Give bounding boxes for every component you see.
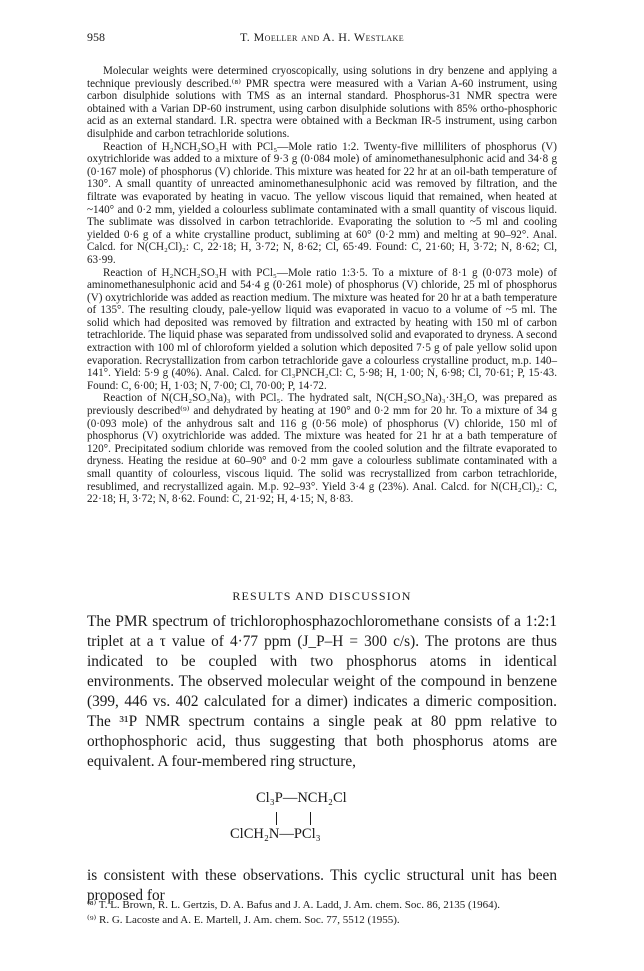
- paragraph-reaction-1-2: Reaction of H₂NCH₂SO₃H with PCl₅—Mole ratio 1:2. Twenty-five milliliters of phosphorus (V) oxytrichloride was added to a mixture of 9·3 g (0·084 mole) of aminomethanesulphonic acid and 34·8 g (0·167 mole) of phosphorus (V) chloride. This mixture was heated for 22 hr at an oil-bath temperature of 130°. A small quantity of unreacted aminomethanesulphonic acid was removed by filtration, and the filtrate was evaporated by heating in vacuo. The yellow viscous liquid that remained, when heated at ~140° and 0·2 mm, yielded a colourless sublimate contaminated with a small quantity of viscous liquid. The sublimate was dissolved in carbon tetrachloride. Evaporating the solution to ~5 ml and cooling yielded 0·6 g of a white crystalline product, subliming at 60° (0·2 mm) and melting at 90–92°. Anal. Calcd. for N(CH₂Cl)₂: C, 22·18; H, 3·72; N, 8·62; Cl, 65·49. Found: C, 21·60; H, 3·72; N, 8·62; Cl, 63·99.: [87, 140, 557, 266]
- running-head: T. Moeller and A. H. Westlake: [239, 30, 405, 44]
- footnotes: [87, 898, 557, 928]
- structure-bond-right: [310, 812, 311, 825]
- page-number: 958: [87, 30, 105, 44]
- footnote-8: ⁽⁸⁾ T. L. Brown, R. L. Gertzis, D. A. Bafus and J. A. Ladd, J. Am. chem. Soc. 86, 2135 (1964).: [87, 899, 501, 911]
- section-title: RESULTS AND DISCUSSION: [232, 589, 412, 603]
- structure-bottom-line: ClCH₂N—PCl₃: [230, 826, 321, 842]
- structure-bond-left: [276, 812, 277, 825]
- paragraph-reaction-1-3-5: Reaction of H₂NCH₂SO₃H with PCl₅—Mole ratio 1:3·5. To a mixture of 8·1 g (0·073 mole) of aminomethanesulphonic acid and 54·4 g (0·261 mole) of phosphorus (V) chloride, 25 ml of phosphorus (V) oxytrichloride was added as reaction medium. The mixture was heated for 20 hr at a bath temperature of 135°. The resulting cloudy, pale-yellow liquid was evaporated in vacuo to a volume of ~5 ml. The solid which had deposited was removed by filtration and extracted by heating with 150 ml of carbon tetrachloride. The liquid phase was separated from undissolved solid and evaporated to dryness. A second extraction with 100 ml of chloroform yielded a solution which deposited 7·5 g of pale yellow solid upon evaporation. Recrystallization from carbon tetrachloride gave a colourless crystalline product, m.p. 140–141°. Yield: 5·9 g (40%). Anal. Calcd. for Cl₃PNCH₂Cl: C, 5·98; H, 1·00; N, 6·98; Cl, 70·61; P, 15·43. Found: C, 6·00; H, 1·03; N, 7·00; Cl, 70·00; P, 14·72.: [87, 266, 557, 392]
- experimental-section: [87, 65, 557, 506]
- ring-structure: [230, 790, 420, 858]
- structure-top-line: Cl₃P—NCH₂Cl: [256, 790, 347, 806]
- discussion-continuation: is consistent with these observations. This cyclic structural unit has been proposed for: [87, 867, 557, 904]
- footnote-9: ⁽⁹⁾ R. G. Lacoste and A. E. Martell, J. Am. chem. Soc. 77, 5512 (1955).: [87, 914, 400, 926]
- page-header: [87, 30, 557, 50]
- paragraph-molecular-weights: Molecular weights were determined cryoscopically, using solutions in dry benzene and applying a technique previously described.⁽⁸⁾ PMR spectra were measured with a Varian A-60 instrument, using carbon disulphide solutions with TMS as an internal standard. Phosphorus-31 NMR spectra were obtained with a Varian DP-60 instrument, using carbon disulphide solutions with 85% ortho-phosphoric acid as an external standard. I.R. spectra were obtained with a Beckman IR-5 instrument, using carbon disulphide and carbon tetrachloride solutions.: [87, 65, 557, 140]
- paragraph-reaction-sodium-salt: Reaction of N(CH₂SO₃Na)₃ with PCl₅. The hydrated salt, N(CH₂SO₃Na)₃·3H₂O, was prepared as previously described⁽⁹⁾ and dehydrated by heating at 190° and 0·2 mm for 20 hr. To a mixture of 34 g (0·093 mole) of the anhydrous salt and 116 g (0·56 mole) of phosphorus (V) chloride, 150 ml of phosphorus (V) oxytrichloride was added. The mixture was heated for 21 hr at a bath temperature of 120°. Precipitated sodium chloride was removed from the cooled solution and the filtrate evaporated to dryness. Heating the residue at 60–90° and 0·2 mm gave a colourless sublimate contaminated with a small quantity of colourless, viscous liquid. The solid was recrystallized from carbon tetrachloride, resublimed, and recrystallized again. M.p. 92–93°. Yield 3·4 g (23%). Anal. Calcd. for N(CH₂Cl)₂: C, 22·18; H, 3·72; N, 8·62. Found: C, 21·92; H, 4·15; N, 8·83.: [87, 392, 557, 506]
- discussion-paragraph: The PMR spectrum of trichlorophosphazochloromethane consists of a 1:2:1 triplet at a τ value of 4·77 ppm (J_P–H = 300 c/s). The protons are thus indicated to be coupled with two phosphorus atoms in identical environments. The observed molecular weight of the compound in benzene (399, 446 vs. 402 calculated for a dimer) indicates a dimeric composition. The ³¹P NMR spectrum contains a single peak at 80 ppm relative to orthophosphoric acid, thus suggesting that both phosphorus atoms are equivalent. A four-membered ring structure,: [87, 613, 557, 770]
